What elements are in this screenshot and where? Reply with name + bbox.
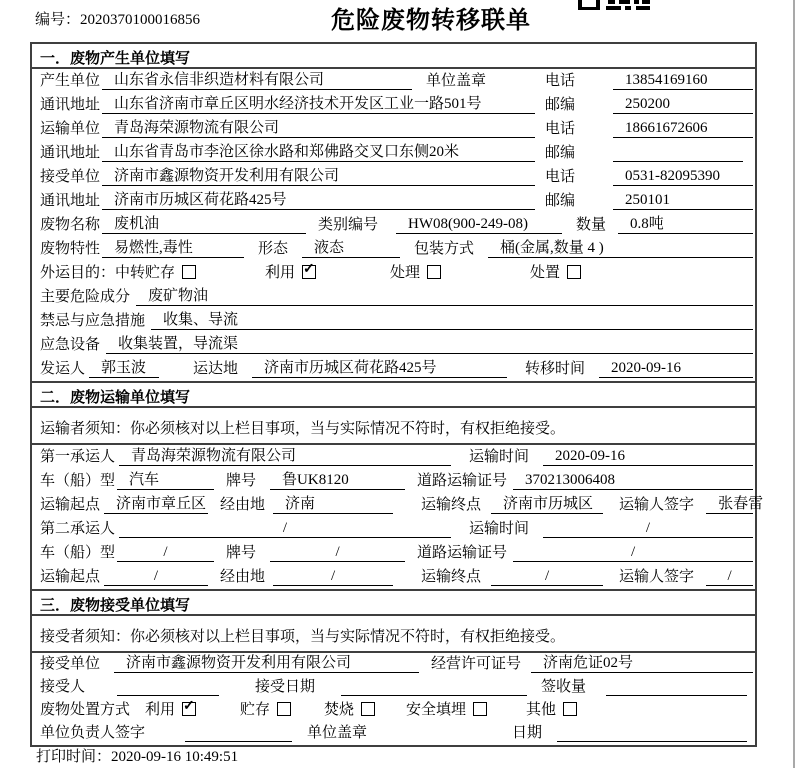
purpose-option-treat bbox=[390, 261, 530, 282]
permit-label: 经营许可证号 bbox=[431, 656, 522, 672]
row-second-carrier bbox=[32, 517, 755, 541]
row-taboo-measures bbox=[32, 309, 755, 333]
time2-label: 运输时间 bbox=[469, 521, 530, 537]
hazard-label: 主要危险成分 bbox=[40, 289, 131, 305]
disposal-utilize-checkbox bbox=[182, 702, 196, 716]
sign-qty-label: 签收量 bbox=[541, 679, 587, 695]
section-transporter bbox=[32, 381, 764, 589]
addr1-value: 山东省济南市章丘区明水经济技术开发区工业一路501号 bbox=[102, 92, 535, 114]
disposal-store-label: 贮存 bbox=[240, 702, 271, 718]
zip2-value bbox=[613, 161, 743, 162]
row-producer-address bbox=[32, 93, 755, 117]
hazard-value: 废矿物油 bbox=[136, 284, 753, 306]
row-waste-character bbox=[32, 237, 755, 261]
purpose-option-storage bbox=[115, 261, 265, 282]
transfer-time-value: 2020-09-16 bbox=[599, 360, 753, 378]
dest2-label: 运输终点 bbox=[421, 569, 482, 585]
sign1-label: 运输人签字 bbox=[619, 497, 695, 513]
purpose-storage-checkbox bbox=[182, 265, 196, 279]
row-disposal-method bbox=[32, 699, 755, 722]
tel1-label: 电话 bbox=[545, 73, 576, 89]
purpose-option-utilize bbox=[265, 261, 390, 282]
acceptor-label: 接受人 bbox=[40, 679, 86, 695]
vehicle2-label: 车（船）型 bbox=[40, 545, 116, 561]
purpose-dispose-checkbox bbox=[567, 265, 581, 279]
row-emergency-equipment bbox=[32, 333, 755, 357]
row-receive-unit bbox=[32, 653, 755, 676]
sign1-value: 张春雷 bbox=[706, 492, 753, 514]
disposal-other-label: 其他 bbox=[526, 702, 557, 718]
row-producer bbox=[32, 69, 755, 93]
row-hazard-component bbox=[32, 285, 755, 309]
via2-label: 经由地 bbox=[220, 569, 266, 585]
equipment-value: 收集装置，导流渠 bbox=[106, 332, 753, 354]
disposal-incinerate-label: 焚烧 bbox=[324, 702, 355, 718]
row-vehicle1 bbox=[32, 469, 755, 493]
plate1-label: 牌号 bbox=[226, 473, 257, 489]
section2-title: 二．废物运输单位填写 bbox=[32, 383, 755, 408]
serial-label: 编号： bbox=[35, 12, 81, 28]
row-receiver-address bbox=[32, 189, 755, 213]
dest2-value: / bbox=[491, 568, 603, 586]
document-title: 危险废物转移联单 bbox=[331, 7, 531, 34]
row-waste-name bbox=[32, 213, 755, 237]
transfer-time-label: 转移时间 bbox=[525, 361, 586, 377]
disposal-label: 废物处置方式 bbox=[40, 702, 131, 718]
destination-label: 运达地 bbox=[193, 361, 239, 377]
leader-sign-label: 单位负责人签字 bbox=[40, 725, 146, 741]
via1-label: 经由地 bbox=[220, 497, 266, 513]
receiver-value: 济南市鑫源物资开发利用有限公司 bbox=[102, 164, 535, 186]
disposal-store-checkbox bbox=[277, 702, 291, 716]
transporter-value: 青岛海荣源物流有限公司 bbox=[102, 116, 535, 138]
row-route1 bbox=[32, 493, 764, 517]
disposal-option-incinerate bbox=[324, 698, 406, 719]
receive-unit-value: 济南市鑫源物资开发利用有限公司 bbox=[114, 651, 419, 673]
receiver-label: 接受单位 bbox=[40, 169, 101, 185]
row-transfer-purpose bbox=[32, 261, 755, 285]
carrier2-value: / bbox=[119, 520, 451, 538]
leader-sign-value bbox=[185, 741, 292, 742]
origin2-label: 运输起点 bbox=[40, 569, 101, 585]
dest1-label: 运输终点 bbox=[421, 497, 482, 513]
purpose-option-treat-label: 处理 bbox=[390, 265, 421, 281]
carrier1-label: 第一承运人 bbox=[40, 449, 116, 465]
package-label: 包装方式 bbox=[414, 241, 475, 257]
purpose-treat-checkbox bbox=[427, 265, 441, 279]
taboo-label: 禁忌与应急措施 bbox=[40, 313, 146, 329]
print-time-label: 打印时间： bbox=[36, 749, 112, 765]
permit-value: 济南危证02号 bbox=[531, 651, 753, 673]
receive-unit-label: 接受单位 bbox=[40, 656, 101, 672]
section3-title: 三．废物接受单位填写 bbox=[32, 591, 755, 616]
plate2-value: / bbox=[270, 544, 405, 562]
print-time-line bbox=[36, 745, 238, 766]
unit-seal-label: 单位盖章 bbox=[307, 725, 368, 741]
character-value: 易燃性,毒性 bbox=[102, 236, 244, 258]
taboo-value: 收集、导流 bbox=[151, 308, 753, 330]
disposal-other-checkbox bbox=[563, 702, 577, 716]
purpose-utilize-checkbox bbox=[302, 265, 316, 279]
purpose-label: 外运目的： bbox=[40, 265, 116, 281]
qr-code-fragment-icon bbox=[578, 0, 650, 10]
form-label: 形态 bbox=[258, 241, 289, 257]
zip3-value: 250101 bbox=[613, 192, 753, 210]
tel3-label: 电话 bbox=[545, 169, 576, 185]
purpose-option-storage-label: 中转贮存 bbox=[115, 265, 176, 281]
vehicle1-value: 汽车 bbox=[117, 468, 214, 490]
waste-name-label: 废物名称 bbox=[40, 217, 101, 233]
producer-label: 产生单位 bbox=[40, 73, 101, 89]
disposal-incinerate-checkbox bbox=[361, 702, 375, 716]
via2-value: / bbox=[273, 568, 393, 586]
tel3-value: 0531-82095390 bbox=[613, 168, 753, 186]
dest1-value: 济南市历城区 bbox=[491, 492, 603, 514]
date-label: 日期 bbox=[512, 725, 543, 741]
section1-title: 一．废物产生单位填写 bbox=[32, 44, 755, 69]
qty-label: 数量 bbox=[576, 217, 607, 233]
consignor-label: 发运人 bbox=[40, 361, 86, 377]
row-first-carrier bbox=[32, 445, 755, 469]
origin2-value: / bbox=[104, 568, 208, 586]
row-vehicle2 bbox=[32, 541, 755, 565]
license2-value: / bbox=[513, 544, 753, 562]
serial-value: 2020370100016856 bbox=[80, 12, 201, 28]
addr2-value: 山东省青岛市李沧区徐水路和郑佛路交叉口东侧20米 bbox=[102, 140, 535, 162]
transfer-manifest-form bbox=[30, 42, 764, 747]
purpose-option-utilize-label: 利用 bbox=[265, 265, 296, 281]
row-leader-signature bbox=[32, 722, 755, 745]
disposal-landfill-label: 安全填埋 bbox=[406, 702, 467, 718]
section-receiver bbox=[32, 589, 755, 745]
waste-name-value: 废机油 bbox=[102, 212, 306, 234]
producer-value: 山东省永信非织造材料有限公司 bbox=[102, 68, 412, 90]
consignor-value: 郭玉波 bbox=[89, 356, 159, 378]
vehicle1-label: 车（船）型 bbox=[40, 473, 116, 489]
transporter-label: 运输单位 bbox=[40, 121, 101, 137]
disposal-option-utilize bbox=[145, 698, 240, 719]
addr3-value: 济南市历城区荷花路425号 bbox=[102, 188, 535, 210]
disposal-option-store bbox=[240, 698, 324, 719]
license1-value: 370213006408 bbox=[513, 472, 753, 490]
addr1-label: 通讯地址 bbox=[40, 97, 101, 113]
disposal-utilize-label: 利用 bbox=[145, 702, 176, 718]
plate1-value: 鲁UK8120 bbox=[270, 468, 405, 490]
row-acceptor bbox=[32, 676, 755, 699]
section-producer bbox=[32, 44, 755, 381]
zip3-label: 邮编 bbox=[545, 193, 576, 209]
disposal-option-other bbox=[526, 698, 577, 719]
row-receiver bbox=[32, 165, 755, 189]
origin1-label: 运输起点 bbox=[40, 497, 101, 513]
zip1-label: 邮编 bbox=[545, 97, 576, 113]
receiver-notice: 接受者须知：你必须核对以上栏目事项，当与实际情况不符时，有权拒绝接受。 bbox=[32, 616, 755, 653]
destination-value: 济南市历城区荷花路425号 bbox=[252, 356, 507, 378]
zip1-value: 250200 bbox=[613, 96, 753, 114]
license2-label: 道路运输证号 bbox=[417, 545, 508, 561]
sign-qty-value bbox=[606, 695, 747, 696]
purpose-option-dispose bbox=[530, 261, 581, 282]
disposal-landfill-checkbox bbox=[473, 702, 487, 716]
qty-value: 0.8吨 bbox=[618, 212, 753, 234]
via1-value: 济南 bbox=[273, 492, 393, 514]
sign2-value: / bbox=[706, 568, 753, 586]
accept-date-label: 接受日期 bbox=[255, 679, 316, 695]
disposal-option-landfill bbox=[406, 698, 526, 719]
zip2-label: 邮编 bbox=[545, 145, 576, 161]
time1-label: 运输时间 bbox=[469, 449, 530, 465]
accept-date-value bbox=[341, 695, 527, 696]
transporter-notice: 运输者须知：你必须核对以上栏目事项，当与实际情况不符时，有权拒绝接受。 bbox=[32, 408, 755, 445]
row-transporter-address bbox=[32, 141, 755, 165]
tel2-label: 电话 bbox=[545, 121, 576, 137]
addr2-label: 通讯地址 bbox=[40, 145, 101, 161]
page-right-edge bbox=[793, 0, 795, 768]
serial-number-line bbox=[35, 8, 200, 29]
form-value: 液态 bbox=[302, 236, 400, 258]
row-transporter bbox=[32, 117, 755, 141]
seal-label: 单位盖章 bbox=[426, 73, 487, 89]
carrier2-label: 第二承运人 bbox=[40, 521, 116, 537]
acceptor-value bbox=[117, 695, 219, 696]
package-value: 桶(金属,数量 4 ) bbox=[488, 236, 753, 258]
tel1-value: 13854169160 bbox=[613, 72, 753, 90]
equipment-label: 应急设备 bbox=[40, 337, 101, 353]
license1-label: 道路运输证号 bbox=[417, 473, 508, 489]
sign2-label: 运输人签字 bbox=[619, 569, 695, 585]
date-value bbox=[557, 741, 747, 742]
time1-value: 2020-09-16 bbox=[543, 448, 753, 466]
character-label: 废物特性 bbox=[40, 241, 101, 257]
origin1-value: 济南市章丘区 bbox=[104, 492, 208, 514]
vehicle2-value: / bbox=[117, 544, 214, 562]
category-value: HW08(900-249-08) bbox=[396, 216, 562, 234]
purpose-option-dispose-label: 处置 bbox=[530, 265, 561, 281]
plate2-label: 牌号 bbox=[226, 545, 257, 561]
addr3-label: 通讯地址 bbox=[40, 193, 101, 209]
print-time-value: 2020-09-16 10:49:51 bbox=[111, 749, 239, 765]
category-label: 类别编号 bbox=[318, 217, 379, 233]
row-consignor bbox=[32, 357, 755, 381]
time2-value: / bbox=[543, 520, 753, 538]
tel2-value: 18661672606 bbox=[613, 120, 753, 138]
row-route2 bbox=[32, 565, 755, 589]
carrier1-value: 青岛海荣源物流有限公司 bbox=[119, 444, 451, 466]
